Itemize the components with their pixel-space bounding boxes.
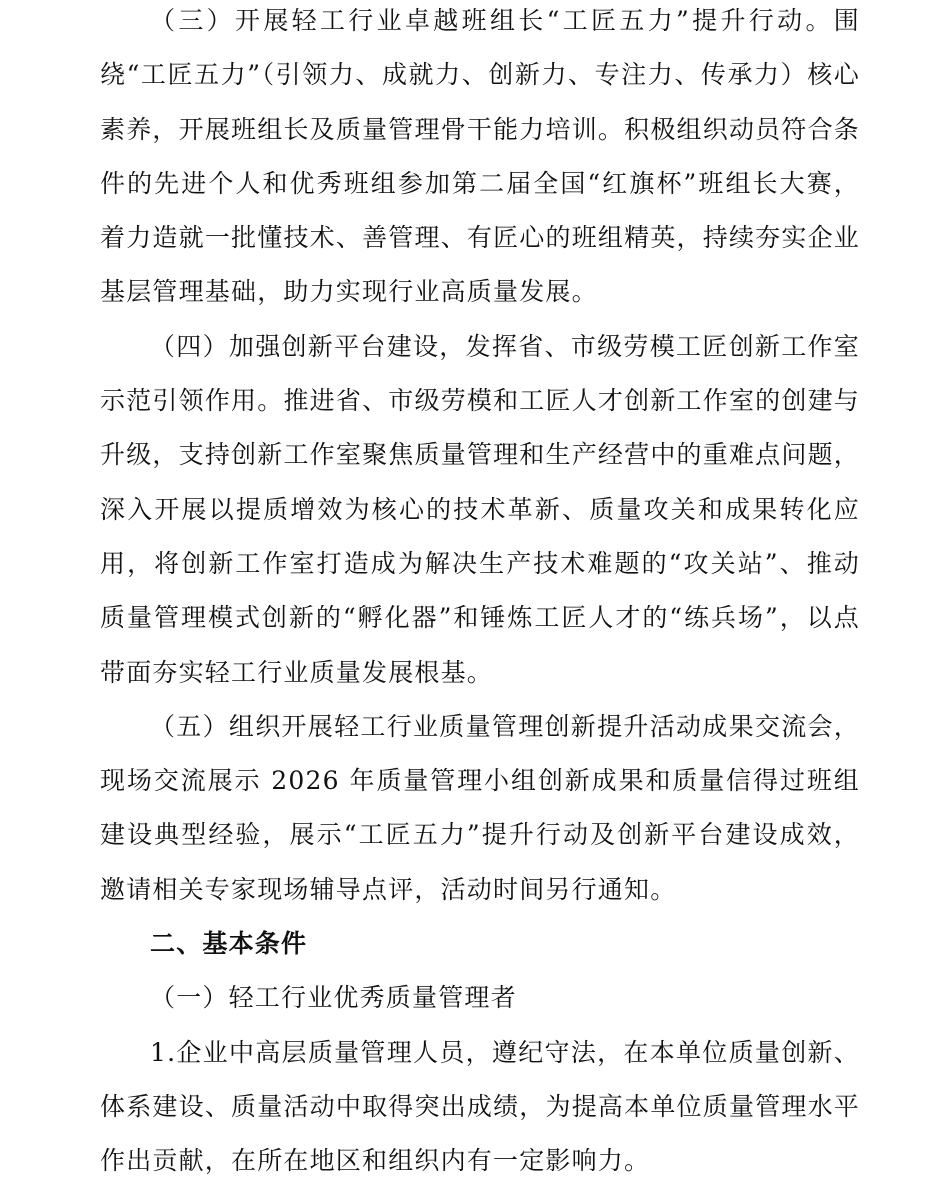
paragraph-section-3: （三）开展轻工行业卓越班组长“工匠五力”提升行动。围绕“工匠五力”（引领力、成就力、创新力、专注力、传承力）核心素养，开展班组长及质量管理骨干能力培训。积极组织动员符合条件的先进个人和优秀班组参加第二届全国“红旗杯”班组长大赛，着力造就一批懂技术、善管理、有匠心的班组精英，持续夯实企业基层管理基础，助力实现行业高质量发展。: [100, 6, 860, 307]
heading-basic-conditions: 二、基本条件: [150, 929, 308, 959]
paragraph-item-1: 1.企业中高层质量管理人员，遵纪守法，在本单位质量创新、体系建设、质量活动中取得突出成绩，为提高本单位质量管理水平作出贡献，在所在地区和组织内有一定影响力。: [100, 1037, 860, 1176]
paragraph-section-5: （五）组织开展轻工行业质量管理创新提升活动成果交流会，现场交流展示 2026 年质量管理小组创新成果和质量信得过班组建设典型经验，展示“工匠五力”提升行动及创新平台建设成效，邀请相关专家现场辅导点评，活动时间另行通知。: [100, 711, 860, 904]
subheading-quality-manager: （一）轻工行业优秀质量管理者: [150, 983, 517, 1013]
document-page: [100, 0, 860, 1189]
paragraph-section-4: （四）加强创新平台建设，发挥省、市级劳模工匠创新工作室示范引领作用。推进省、市级劳模和工匠人才创新工作室的创建与升级，支持创新工作室聚焦质量管理和生产经营中的重难点问题，深入开展以提质增效为核心的技术革新、质量攻关和成果转化应用，将创新工作室打造成为解决生产技术难题的“攻关站”、推动质量管理模式创新的“孵化器”和锤炼工匠人才的“练兵场”，以点带面夯实轻工行业质量发展根基。: [100, 331, 860, 687]
